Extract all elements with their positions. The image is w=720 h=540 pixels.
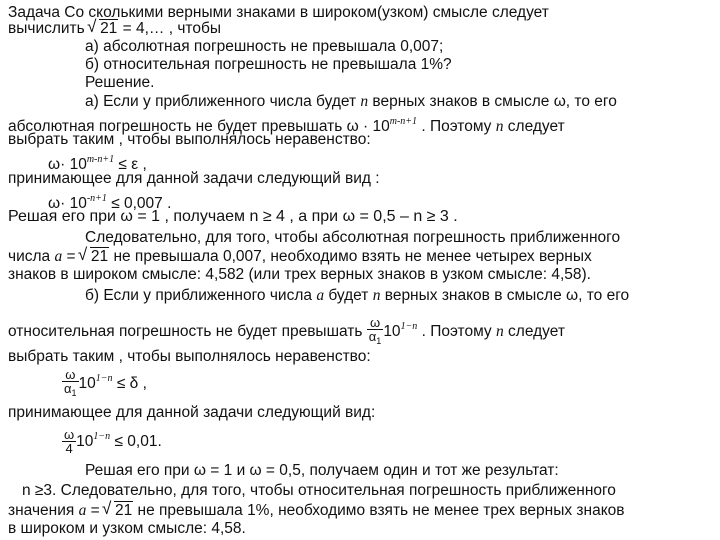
fraction-omega-alpha: $\frac{\omega}{\alpha_1}$ bbox=[368, 314, 382, 346]
condition-a: а) абсолютная погрешность не превышала 0,007; bbox=[85, 38, 444, 55]
condition-b: б) относительная погрешность не превышала 1%? bbox=[85, 56, 452, 73]
fraction-omega-four: $\frac{\omega}{4}$ bbox=[64, 427, 75, 457]
inequality-a-specific: $\omega\cdot 10^{-n+1} \le 0,007$ . bbox=[48, 193, 172, 212]
part-b-line-2: относительная погрешность не будет превышать $\frac{\omega}{\alpha_1}$ $10^{1-n}$ . Поэтому n следует bbox=[8, 314, 565, 346]
inequality-a-general: $\omega\cdot 10^{m-n+1} \le \varepsilon$ , bbox=[48, 154, 147, 173]
part-b-line-1: б) Если у приближенного числа a будет n верных знаков в смысле ω, то его bbox=[85, 287, 630, 304]
fraction-omega-alpha: $\frac{\omega}{\alpha_1}$ bbox=[64, 366, 77, 398]
task-line-compute: вычислить √ 21 = 4,… , чтобы bbox=[8, 20, 221, 38]
solution-heading: Решение. bbox=[85, 74, 155, 91]
sqrt-expression: √ 21 bbox=[104, 502, 133, 520]
inequality-b-specific: $\frac{\omega}{4}$ $10^{1-n} \le 0,01$. bbox=[64, 427, 162, 457]
task-title-line: Задача Со сколькими верными знаками в широком(узком) смысле следует bbox=[8, 4, 549, 21]
sqrt-expression: √ 21 bbox=[89, 20, 118, 38]
part-b-conclusion-1: n ≥3. Следовательно, для того, чтобы относительная погрешность приближенного bbox=[22, 482, 616, 499]
part-b-conclusion-3: в широком и узком смысле: 4,58. bbox=[8, 520, 246, 537]
part-a-line-5: принимающее для данной задачи следующий вид : bbox=[8, 170, 380, 187]
part-a-result: Решая его при ω = 1 , получаем n ≥ 4 , а при ω = 0,5 – n ≥ 3 . bbox=[8, 208, 458, 225]
part-b-line-5: принимающее для данной задачи следующий вид: bbox=[8, 404, 376, 421]
part-b-line-3: выбрать таким , чтобы выполнялось неравенство: bbox=[8, 348, 371, 365]
part-a-line-2: абсолютная погрешность не будет превышать $\omega \cdot 10^{m-n+1}$ . Поэтому n следует bbox=[8, 116, 565, 135]
part-a-line-3: выбрать таким , чтобы выполнялось неравенство: bbox=[8, 131, 371, 148]
part-b-conclusion-2: значения a = √ 21 не превышала 1%, необходимо взять не менее трех верных знаков bbox=[8, 502, 625, 520]
part-a-conclusion-2: числа a = √ 21 не превышала 0,007, необходимо взять не менее четырех верных bbox=[8, 248, 592, 266]
sqrt-expression: √ 21 bbox=[80, 248, 109, 266]
part-a-conclusion-1: Следовательно, для того, чтобы абсолютная погрешность приближенного bbox=[85, 229, 621, 246]
part-a-line-1: а) Если у приближенного числа будет n верных знаков в смысле ω, то его bbox=[85, 93, 617, 110]
inequality-b-general: $\frac{\omega}{\alpha_1}$ $10^{1-n} \le \delta$ , bbox=[64, 366, 147, 398]
part-a-conclusion-3: знаков в широком смысле: 4,582 (или трех верных знаков в узком смысле: 4,58). bbox=[8, 266, 591, 283]
part-b-result: Решая его при ω = 1 и ω = 0,5, получаем один и тот же результат: bbox=[85, 462, 559, 479]
